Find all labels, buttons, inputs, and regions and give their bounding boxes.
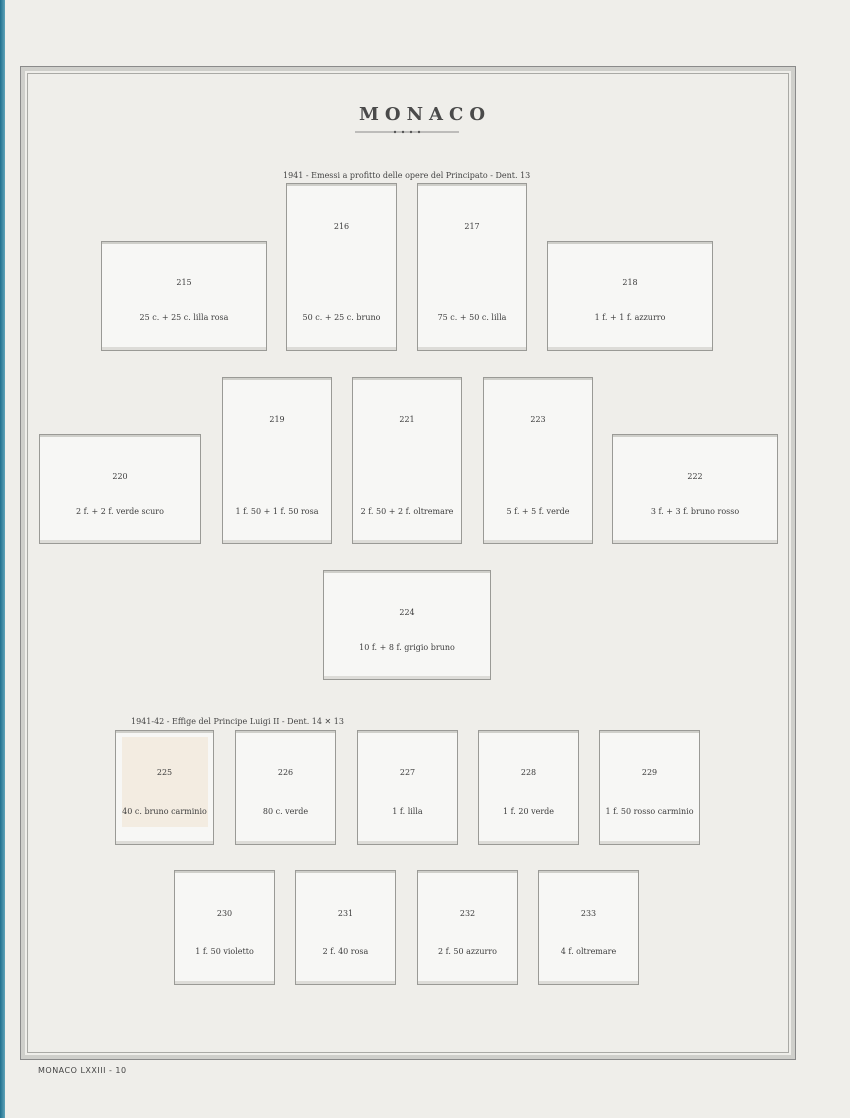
stamp-number: 223	[530, 415, 546, 424]
stamp-description: 2 f. 50 azzurro	[438, 947, 497, 956]
stamp-number: 227	[399, 768, 416, 777]
stamp-description: 5 f. + 5 f. verde	[506, 507, 570, 516]
stamp-description: 1 f. lilla	[392, 807, 423, 816]
stamp-number: 221	[399, 415, 415, 424]
stamp-mount-231	[295, 870, 396, 985]
stamp-description: 50 c. + 25 c. bruno	[302, 313, 381, 322]
stamp-mount-217	[417, 183, 527, 351]
stamp-number: 224	[399, 608, 415, 617]
stamp-number: 216	[333, 222, 350, 231]
stamp-number: 220	[112, 472, 128, 481]
stamp-number: 233	[580, 909, 597, 918]
stamp-mount-230	[174, 870, 275, 985]
stamp-number: 230	[216, 909, 233, 918]
stamp-mount-223	[483, 377, 593, 544]
stamp-description: 2 f. 50 + 2 f. oltremare	[360, 507, 454, 516]
stamp-mount-222	[612, 434, 778, 544]
stamp-description: 1 f. + 1 f. azzurro	[594, 313, 666, 322]
page-footer: MONACO LXXIII - 10	[38, 1066, 127, 1075]
stamp-number: 232	[459, 909, 476, 918]
stamp-description: 2 f. 40 rosa	[322, 947, 369, 956]
stamp-description: 80 c. verde	[262, 807, 309, 816]
stamp-number: 231	[337, 909, 354, 918]
stamp-mount-216	[286, 183, 397, 351]
stamp-description: 1 f. 20 verde	[502, 807, 555, 816]
stamp-number: 228	[520, 768, 537, 777]
stamp-mount-229	[599, 730, 700, 845]
stamp-mount-215	[101, 241, 267, 351]
stamp-number: 218	[622, 278, 638, 287]
stamp-number: 215	[176, 278, 192, 287]
stamp-number: 225	[156, 768, 173, 777]
stamp-description: 25 c. + 25 c. lilla rosa	[139, 313, 229, 322]
stamp-number: 226	[277, 768, 294, 777]
section-caption-1941-42: 1941-42 - Effige del Principe Luigi II - Dent. 14 ✕ 13	[131, 717, 344, 726]
title-ornament-icon	[355, 130, 459, 134]
stamp-description: 1 f. 50 violetto	[195, 947, 254, 956]
stamp-mount-218	[547, 241, 713, 351]
stamp-description: 1 f. 50 rosso carminio	[605, 807, 694, 816]
stamp-description: 3 f. + 3 f. bruno rosso	[650, 507, 740, 516]
album-page-edge	[0, 0, 5, 1118]
stamp-number: 217	[464, 222, 480, 231]
stamp-number: 229	[641, 768, 658, 777]
stamp-mount-220	[39, 434, 201, 544]
page-title: MONACO	[358, 104, 492, 125]
stamp-description: 2 f. + 2 f. verde scuro	[76, 507, 164, 516]
stamp-description: 4 f. oltremare	[560, 947, 617, 956]
section-caption-1941: 1941 - Emessi a profitto delle opere del Principato - Dent. 13	[283, 171, 531, 180]
stamp-mount-232	[417, 870, 518, 985]
page-border-frame	[20, 66, 796, 1060]
stamp-mount-219	[222, 377, 332, 544]
stamp-mount-225	[115, 730, 214, 845]
stamp-description: 75 c. + 50 c. lilla	[437, 313, 507, 322]
stamp-mount-233	[538, 870, 639, 985]
stamp-mount-221	[352, 377, 462, 544]
stamp-mount-224	[323, 570, 491, 680]
stamp-mount-227	[357, 730, 458, 845]
stamp-description: 1 f. 50 + 1 f. 50 rosa	[235, 507, 319, 516]
stamp-description: 40 c. bruno carminio	[122, 807, 207, 816]
stamp-mount-226	[235, 730, 336, 845]
stamp-number: 219	[269, 415, 285, 424]
stamp-number: 222	[687, 472, 703, 481]
stamp-mount-228	[478, 730, 579, 845]
stamp-description: 10 f. + 8 f. grigio bruno	[359, 643, 455, 652]
